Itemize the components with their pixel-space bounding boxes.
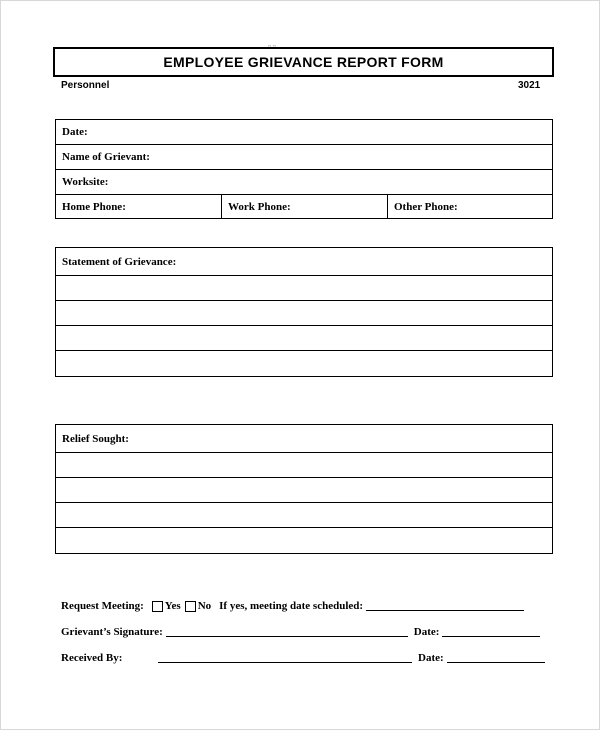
relief-sought-table xyxy=(55,424,553,554)
work-phone-field[interactable] xyxy=(222,195,388,218)
home-phone-label: Home Phone: xyxy=(62,200,126,213)
received-date-blank[interactable] xyxy=(447,653,545,663)
worksite-field[interactable] xyxy=(56,170,552,195)
meeting-date-label: If yes, meeting date scheduled: xyxy=(219,600,364,612)
relief-label: Relief Sought: xyxy=(62,432,129,445)
work-phone-label: Work Phone: xyxy=(228,200,291,213)
relief-line[interactable] xyxy=(56,453,552,478)
received-by-row xyxy=(61,652,545,664)
no-label: No xyxy=(197,600,212,612)
statement-line[interactable] xyxy=(56,301,552,326)
worksite-label: Worksite: xyxy=(62,176,109,188)
relief-line[interactable] xyxy=(56,528,552,553)
statement-of-grievance-table xyxy=(55,247,553,377)
statement-line[interactable] xyxy=(56,276,552,301)
yes-label: Yes xyxy=(164,600,181,612)
received-by-blank[interactable] xyxy=(158,653,412,663)
relief-line[interactable] xyxy=(56,478,552,503)
signature-date-blank[interactable] xyxy=(442,627,540,637)
request-meeting-label: Request Meeting: xyxy=(61,600,144,612)
date-field[interactable] xyxy=(56,120,552,145)
signature-date-label: Date: xyxy=(413,626,440,638)
no-checkbox[interactable] xyxy=(185,601,196,612)
relief-header xyxy=(56,425,552,453)
request-meeting-row xyxy=(61,600,524,612)
meeting-date-blank[interactable] xyxy=(366,601,524,611)
other-phone-label: Other Phone: xyxy=(394,200,458,213)
signature-blank[interactable] xyxy=(166,627,408,637)
other-phone-field[interactable] xyxy=(388,195,552,218)
received-date-label: Date: xyxy=(418,652,444,664)
home-phone-field[interactable] xyxy=(56,195,222,218)
received-by-label: Received By: xyxy=(61,652,123,664)
form-title xyxy=(53,47,554,77)
name-of-grievant-field[interactable] xyxy=(56,145,552,170)
yes-checkbox[interactable] xyxy=(152,601,163,612)
statement-line[interactable] xyxy=(56,351,552,376)
date-label: Date: xyxy=(62,126,88,138)
signature-row xyxy=(61,626,540,638)
form-title-text: EMPLOYEE GRIEVANCE REPORT FORM xyxy=(163,54,444,70)
name-label: Name of Grievant: xyxy=(62,151,150,163)
statement-header xyxy=(56,248,552,276)
statement-line[interactable] xyxy=(56,326,552,351)
grievant-info-table xyxy=(55,119,553,219)
form-number: 3021 xyxy=(518,80,541,91)
relief-line[interactable] xyxy=(56,503,552,528)
department-label: Personnel xyxy=(61,80,110,91)
statement-label: Statement of Grievance: xyxy=(62,255,177,268)
phone-row xyxy=(56,195,552,218)
title-mark: ~ ~ xyxy=(268,44,276,50)
signature-label: Grievant’s Signature: xyxy=(61,626,163,638)
